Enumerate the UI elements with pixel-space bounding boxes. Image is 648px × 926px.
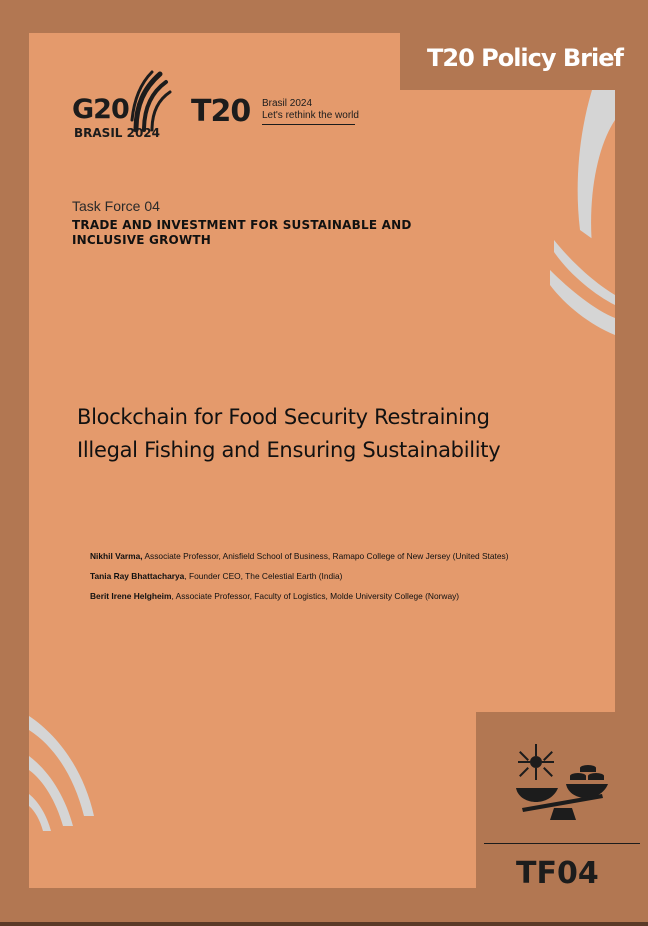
g20-swirl-icon [130, 70, 172, 132]
t20-year-label: Brasil 2024 [262, 98, 313, 109]
author-line [90, 586, 590, 606]
author-affiliation: , Founder CEO, The Celestial Earth (India) [184, 571, 343, 581]
task-force-theme [72, 218, 492, 248]
task-force-theme-line-2: INCLUSIVE GROWTH [72, 233, 212, 247]
author-affiliation: , Associate Professor, Faculty of Logistics, Molde University College (Norway) [171, 591, 460, 601]
author-line [90, 546, 590, 566]
task-force-theme-line-1: TRADE AND INVESTMENT FOR SUSTAINABLE AND [72, 218, 412, 232]
task-force-code: TF04 [516, 856, 599, 891]
author-name: Tania Ray Bhattacharya [90, 571, 185, 581]
badge-rule [484, 843, 640, 844]
decorative-stripes-left [29, 716, 99, 836]
decorative-stripes-right [540, 90, 615, 335]
author-list [90, 546, 590, 606]
task-force-label: Task Force 04 [72, 198, 160, 214]
t20-logo-side [262, 98, 357, 125]
balance-scale-icon [514, 742, 610, 826]
t20-rule [262, 124, 355, 125]
t20-wordmark: T20 [191, 94, 251, 129]
bottom-edge [0, 922, 648, 926]
g20-logo [72, 70, 172, 140]
author-affiliation: Associate Professor, Anisfield School of Business, Ramapo College of New Jersey (United States) [142, 551, 509, 561]
task-force-badge [476, 712, 648, 926]
author-name: Berit Irene Helgheim [90, 591, 172, 601]
g20-wordmark: G20 [72, 94, 129, 125]
g20-subtitle: BRASIL 2024 [74, 126, 161, 140]
author-name: Nikhil Varma, [90, 551, 143, 561]
t20-tagline: Let's rethink the world [262, 110, 359, 121]
brief-title-line-1: Blockchain for Food Security Restraining [77, 405, 490, 429]
author-line [90, 566, 590, 586]
brief-title [77, 401, 577, 467]
banner-label: T20 Policy Brief [427, 44, 623, 72]
policy-brief-banner [400, 33, 648, 90]
brief-title-line-2: Illegal Fishing and Ensuring Sustainability [77, 438, 501, 462]
